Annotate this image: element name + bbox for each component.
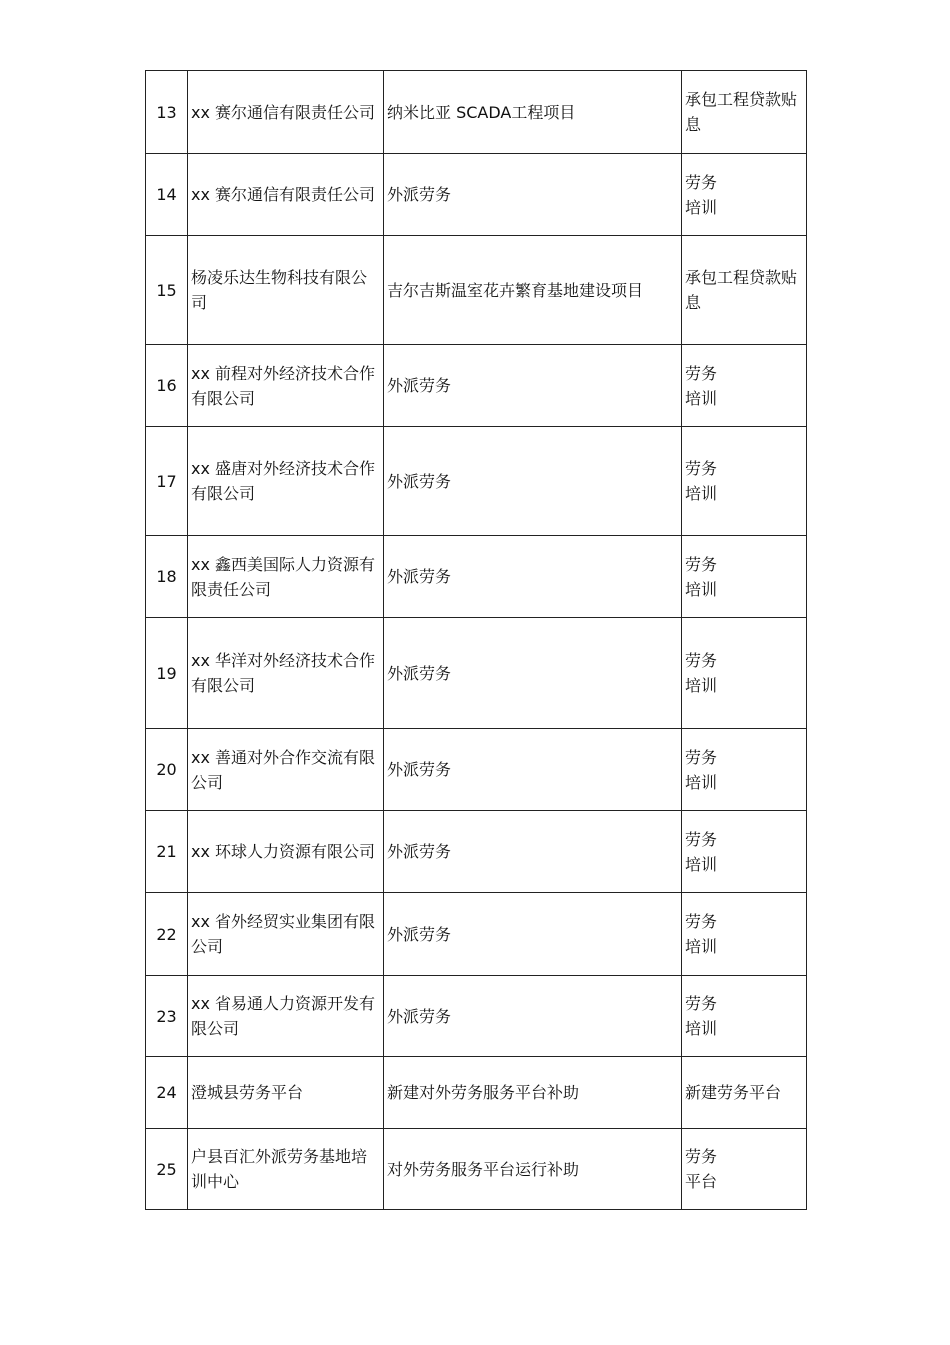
project-name: 外派劳务 (384, 154, 682, 236)
table-row (146, 1057, 807, 1129)
row-number: 15 (146, 236, 188, 345)
project-name: 外派劳务 (384, 536, 682, 618)
table-row (146, 1129, 807, 1210)
row-number: 22 (146, 893, 188, 976)
category: 劳务 平台 (682, 1129, 807, 1210)
project-name: 新建对外劳务服务平台补助 (384, 1057, 682, 1129)
company-name: xx 华洋对外经济技术合作有限公司 (188, 618, 384, 729)
project-name: 对外劳务服务平台运行补助 (384, 1129, 682, 1210)
table-row (146, 893, 807, 976)
row-number: 20 (146, 729, 188, 811)
project-name: 外派劳务 (384, 893, 682, 976)
table-row (146, 154, 807, 236)
category: 劳务 培训 (682, 427, 807, 536)
subsidy-table (145, 70, 807, 1210)
table-body (146, 71, 807, 1210)
row-number: 19 (146, 618, 188, 729)
row-number: 24 (146, 1057, 188, 1129)
row-number: 25 (146, 1129, 188, 1210)
company-name: 杨凌乐达生物科技有限公司 (188, 236, 384, 345)
category: 劳务 培训 (682, 811, 807, 893)
category: 劳务 培训 (682, 345, 807, 427)
company-name: xx 省易通人力资源开发有限公司 (188, 976, 384, 1057)
category: 劳务 培训 (682, 536, 807, 618)
row-number: 17 (146, 427, 188, 536)
company-name: xx 环球人力资源有限公司 (188, 811, 384, 893)
category: 劳务 培训 (682, 893, 807, 976)
row-number: 16 (146, 345, 188, 427)
table-row (146, 618, 807, 729)
table-row (146, 729, 807, 811)
company-name: xx 赛尔通信有限责任公司 (188, 71, 384, 154)
project-name: 外派劳务 (384, 618, 682, 729)
project-name: 外派劳务 (384, 345, 682, 427)
row-number: 21 (146, 811, 188, 893)
table-row (146, 976, 807, 1057)
company-name: xx 前程对外经济技术合作有限公司 (188, 345, 384, 427)
company-name: xx 善通对外合作交流有限公司 (188, 729, 384, 811)
table-row (146, 71, 807, 154)
table-row (146, 536, 807, 618)
table-row (146, 236, 807, 345)
company-name: 澄城县劳务平台 (188, 1057, 384, 1129)
company-name: 户县百汇外派劳务基地培训中心 (188, 1129, 384, 1210)
company-name: xx 鑫西美国际人力资源有限责任公司 (188, 536, 384, 618)
table-row (146, 811, 807, 893)
row-number: 13 (146, 71, 188, 154)
category: 劳务 培训 (682, 618, 807, 729)
project-name: 吉尔吉斯温室花卉繁育基地建设项目 (384, 236, 682, 345)
category: 承包工程贷款贴息 (682, 236, 807, 345)
table-row (146, 345, 807, 427)
table-row (146, 427, 807, 536)
category: 新建劳务平台 (682, 1057, 807, 1129)
project-name: 外派劳务 (384, 427, 682, 536)
company-name: xx 盛唐对外经济技术合作有限公司 (188, 427, 384, 536)
category: 承包工程贷款贴息 (682, 71, 807, 154)
project-name: 外派劳务 (384, 811, 682, 893)
project-name: 外派劳务 (384, 729, 682, 811)
project-name: 纳米比亚 SCADA工程项目 (384, 71, 682, 154)
category: 劳务 培训 (682, 154, 807, 236)
row-number: 23 (146, 976, 188, 1057)
category: 劳务 培训 (682, 729, 807, 811)
company-name: xx 赛尔通信有限责任公司 (188, 154, 384, 236)
row-number: 18 (146, 536, 188, 618)
category: 劳务 培训 (682, 976, 807, 1057)
row-number: 14 (146, 154, 188, 236)
company-name: xx 省外经贸实业集团有限公司 (188, 893, 384, 976)
project-name: 外派劳务 (384, 976, 682, 1057)
